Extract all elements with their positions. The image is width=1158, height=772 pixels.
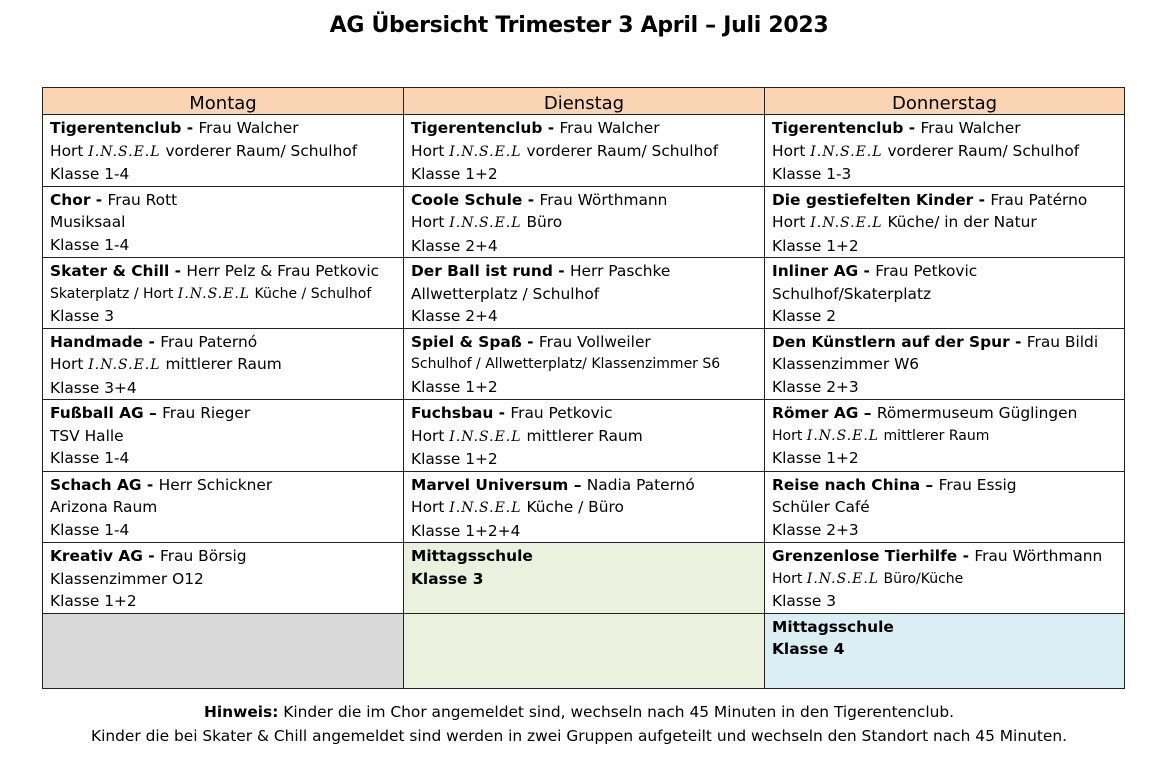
activity-location xyxy=(772,140,1118,164)
location-text: Hort xyxy=(772,213,811,231)
activity-separator: – xyxy=(143,404,163,422)
activity-location xyxy=(772,353,1118,376)
activity-grade: Klasse 1+2+4 xyxy=(411,521,521,540)
activity-title-line xyxy=(50,189,397,212)
activity-teacher: Frau Wörthmann xyxy=(974,547,1103,565)
activity-title-line xyxy=(411,474,758,497)
location-text: Skaterplatz / Hort xyxy=(50,285,178,302)
activity-cell-monday xyxy=(43,258,404,329)
activity-grade: Klasse 2+3 xyxy=(772,520,859,539)
activity-location xyxy=(772,496,1118,519)
activity-separator: - xyxy=(903,119,921,137)
activity-name: Schach AG xyxy=(50,475,142,494)
activity-separator: - xyxy=(552,262,570,280)
activity-grade: Klasse 3 xyxy=(772,592,836,610)
location-text: Hort xyxy=(50,141,89,160)
location-text: Hort xyxy=(772,427,807,444)
activity-cell-thursday xyxy=(765,543,1125,614)
activity-separator: - xyxy=(542,119,560,137)
activity-grade: Klasse 1+2 xyxy=(772,236,859,255)
location-text-rest: Küche / Schulhof xyxy=(250,285,372,302)
insel-logo-text: I.N.S.E.L xyxy=(449,428,522,445)
activity-title-line xyxy=(772,331,1118,354)
location-text-rest: Büro/Küche xyxy=(879,570,964,587)
activity-cell-monday xyxy=(43,471,404,543)
activity-teacher: Frau Rieger xyxy=(162,404,251,422)
activity-separator: - xyxy=(141,475,159,494)
location-text-rest: mittlerer Raum xyxy=(879,427,990,444)
location-text: Hort xyxy=(772,141,811,160)
activity-teacher: Frau Wörthmann xyxy=(539,190,668,209)
activity-grade: Klasse 1+2 xyxy=(50,592,137,610)
activity-cell-monday xyxy=(43,115,404,187)
activity-grade: Klasse 1-4 xyxy=(50,449,130,467)
location-text-rest: vorderer Raum/ Schulhof xyxy=(521,141,719,160)
activity-separator: - xyxy=(973,190,991,209)
empty-cell-tuesday xyxy=(404,613,765,688)
activity-cell-tuesday xyxy=(404,471,765,543)
activity-title-line xyxy=(772,260,1118,283)
activity-cell-tuesday xyxy=(404,258,765,329)
activity-name: Den Künstlern auf der Spur xyxy=(772,332,1010,351)
activity-grade: Klasse 3+4 xyxy=(50,378,137,397)
location-text: Schulhof / Allwetterplatz/ Klassenzimmer S6 xyxy=(411,356,721,372)
activity-location xyxy=(50,568,397,591)
activity-location xyxy=(411,283,758,306)
location-text: TSV Halle xyxy=(50,426,124,445)
schedule-row xyxy=(43,613,1125,688)
activity-title-line xyxy=(50,545,397,568)
location-text-rest: Büro xyxy=(521,213,563,231)
activity-cell-tuesday xyxy=(404,115,765,187)
activity-cell-thursday xyxy=(765,471,1125,543)
activity-name: Tigerentenclub xyxy=(50,119,182,137)
activity-name: Grenzenlose Tierhilfe xyxy=(772,547,958,565)
location-text: Hort xyxy=(50,355,89,373)
activity-title-line xyxy=(50,260,397,283)
activity-teacher: Frau Petkovic xyxy=(875,262,978,280)
location-text: Hort xyxy=(411,426,450,445)
insel-logo-text: I.N.S.E.L xyxy=(810,215,883,231)
activity-teacher: Herr Paschke xyxy=(569,262,671,280)
schedule-row xyxy=(43,258,1125,329)
activity-teacher: Frau Walcher xyxy=(559,119,660,137)
activity-title-line xyxy=(411,117,758,140)
activity-cell-monday xyxy=(43,400,404,472)
activity-cell-tuesday xyxy=(404,328,765,400)
activity-title-line xyxy=(772,402,1118,425)
note-line-1 xyxy=(0,703,1158,721)
activity-title-line xyxy=(772,189,1118,212)
activity-name: Chor xyxy=(50,190,91,209)
activity-cell-monday xyxy=(43,186,404,258)
activity-teacher: Frau Patérno xyxy=(990,190,1088,209)
activity-grade: Klasse 1+2 xyxy=(411,450,498,468)
insel-logo-text: I.N.S.E.L xyxy=(449,215,522,231)
activity-cell-thursday xyxy=(765,186,1125,258)
activity-grade: Klasse 3 xyxy=(411,569,484,588)
activity-name: Reise nach China xyxy=(772,475,921,494)
activity-name: Tigerentenclub xyxy=(772,119,904,137)
insel-logo-text: I.N.S.E.L xyxy=(177,285,251,302)
activity-cell-monday xyxy=(43,328,404,400)
activity-grade: Klasse 1-4 xyxy=(50,235,130,254)
location-text-rest: vorderer Raum/ Schulhof xyxy=(160,141,358,160)
activity-name: Die gestiefelten Kinder xyxy=(772,190,974,209)
mittagsschule-cell xyxy=(404,543,765,614)
activity-name: Inliner AG xyxy=(772,262,859,280)
activity-name: Kreativ AG xyxy=(50,547,143,565)
location-text: Musiksaal xyxy=(50,213,126,231)
activity-separator: - xyxy=(957,547,975,565)
activity-cell-thursday xyxy=(765,115,1125,187)
day-header-monday: Montag xyxy=(43,88,404,115)
activity-teacher: Frau Essig xyxy=(938,475,1017,494)
activity-teacher: Frau Petkovic xyxy=(510,404,613,422)
activity-name: Coole Schule xyxy=(411,190,523,209)
header-row xyxy=(43,88,1125,115)
activity-cell-thursday xyxy=(765,400,1125,472)
activity-title-line xyxy=(772,474,1118,497)
activity-separator: - xyxy=(858,262,876,280)
activity-separator: – xyxy=(858,404,877,422)
schedule-row xyxy=(43,400,1125,472)
activity-name: Tigerentenclub xyxy=(411,119,543,137)
activity-separator: - xyxy=(493,404,511,422)
activity-title-line xyxy=(50,117,397,140)
activity-cell-thursday xyxy=(765,328,1125,400)
activity-grade: Klasse 1+2 xyxy=(772,449,859,467)
activity-teacher: Frau Bildi xyxy=(1026,332,1099,351)
schedule-row xyxy=(43,543,1125,614)
insel-logo-text: I.N.S.E.L xyxy=(449,143,522,160)
activity-location xyxy=(772,283,1118,306)
activity-location xyxy=(411,425,758,449)
activity-grade: Klasse 3 xyxy=(50,307,114,325)
activity-teacher: Herr Schickner xyxy=(158,475,273,494)
activity-location xyxy=(411,211,758,235)
location-text: Klassenzimmer W6 xyxy=(772,355,920,373)
ag-schedule-table xyxy=(42,87,1125,689)
activity-teacher: Frau Vollweiler xyxy=(538,332,651,351)
location-text: Arizona Raum xyxy=(50,498,158,516)
activity-separator: - xyxy=(143,332,161,351)
activity-location xyxy=(411,496,758,520)
note-line-2: Kinder die bei Skater & Chill angemeldet sind werden in zwei Gruppen aufgeteilt und wechseln den Standort nach 45 Minuten. xyxy=(91,727,1067,745)
location-text: Hort xyxy=(411,141,450,160)
location-text: Hort xyxy=(411,213,450,231)
activity-separator: - xyxy=(1009,332,1027,351)
location-text: Hort xyxy=(411,498,450,516)
activity-location xyxy=(411,353,758,376)
location-text: Allwetterplatz / Schulhof xyxy=(411,284,600,303)
activity-separator: - xyxy=(90,190,108,209)
activity-grade: Klasse 1+2 xyxy=(411,377,498,396)
activity-title-line xyxy=(772,117,1118,140)
activity-location xyxy=(50,283,397,306)
activity-name: Handmade xyxy=(50,332,144,351)
location-text-rest: vorderer Raum/ Schulhof xyxy=(882,141,1080,160)
activity-name: Mittagsschule xyxy=(772,617,894,636)
activity-title-line xyxy=(411,402,758,425)
schedule-row xyxy=(43,186,1125,258)
mittagsschule-cell xyxy=(765,613,1125,688)
activity-title-line xyxy=(411,189,758,212)
activity-separator: – xyxy=(568,475,587,494)
insel-logo-text: I.N.S.E.L xyxy=(88,143,161,160)
activity-teacher: Frau Rott xyxy=(107,190,178,209)
activity-separator: - xyxy=(142,547,161,565)
activity-location xyxy=(50,211,397,234)
schedule-row xyxy=(43,328,1125,400)
activity-teacher: Römermuseum Güglingen xyxy=(876,404,1078,422)
activity-name: Fuchsbau xyxy=(411,404,494,422)
schedule-row xyxy=(43,115,1125,187)
activity-title-line xyxy=(772,545,1118,568)
empty-cell-monday xyxy=(43,613,404,688)
location-text-rest: mittlerer Raum xyxy=(160,355,282,373)
activity-location xyxy=(50,425,397,448)
activity-name: Skater & Chill xyxy=(50,262,170,280)
activity-grade: Klasse 2 xyxy=(772,307,836,325)
activity-separator: – xyxy=(920,475,939,494)
location-text: Schulhof/Skaterplatz xyxy=(772,284,932,303)
insel-logo-text: I.N.S.E.L xyxy=(810,143,883,160)
activity-cell-tuesday xyxy=(404,186,765,258)
activity-grade: Klasse 1-4 xyxy=(50,165,130,183)
location-text: Klassenzimmer O12 xyxy=(50,569,204,588)
activity-cell-monday xyxy=(43,543,404,614)
location-text: Schüler Café xyxy=(772,498,870,516)
activity-cell-tuesday xyxy=(404,400,765,472)
day-header-thursday: Donnerstag xyxy=(765,88,1125,115)
location-text-rest: Küche/ in der Natur xyxy=(882,213,1037,231)
activity-teacher: Frau Börsig xyxy=(160,547,247,565)
activity-title-line xyxy=(50,402,397,425)
insel-logo-text: I.N.S.E.L xyxy=(88,357,161,373)
activity-separator: - xyxy=(521,332,539,351)
activity-grade: Klasse 2+3 xyxy=(772,377,859,396)
activity-location xyxy=(772,568,1118,591)
activity-location xyxy=(411,140,758,164)
document-title: AG Übersicht Trimester 3 April – Juli 2023 xyxy=(329,13,829,38)
note-text-1: Kinder die im Chor angemeldet sind, wechseln nach 45 Minuten in den Tigerentenclub. xyxy=(278,703,955,721)
activity-location xyxy=(50,496,397,519)
activity-title-line xyxy=(50,474,397,497)
activity-separator: - xyxy=(181,119,199,137)
activity-teacher: Frau Walcher xyxy=(920,119,1021,137)
activity-grade: Klasse 1-3 xyxy=(772,165,852,183)
activity-name: Mittagsschule xyxy=(411,547,533,565)
location-text-rest: mittlerer Raum xyxy=(521,426,643,445)
activity-name: Spiel & Spaß xyxy=(411,332,522,351)
activity-title-line xyxy=(411,331,758,354)
activity-grade: Klasse 4 xyxy=(772,640,845,658)
activity-cell-thursday xyxy=(765,258,1125,329)
day-header-tuesday: Dienstag xyxy=(404,88,765,115)
location-text-rest: Küche / Büro xyxy=(521,498,624,516)
activity-name: Marvel Universum xyxy=(411,475,569,494)
activity-teacher: Nadia Paternó xyxy=(586,475,695,494)
insel-logo-text: I.N.S.E.L xyxy=(806,427,880,444)
activity-separator: - xyxy=(169,262,187,280)
activity-teacher: Herr Pelz & Frau Petkovic xyxy=(186,262,380,280)
activity-teacher: Frau Paternó xyxy=(160,332,258,351)
activity-grade: Klasse 2+4 xyxy=(411,307,498,325)
activity-separator: - xyxy=(522,190,540,209)
note-label: Hinweis: xyxy=(203,703,279,721)
activity-location xyxy=(50,353,397,377)
location-text: Hort xyxy=(772,570,807,587)
activity-grade: Klasse 1-4 xyxy=(50,520,130,539)
activity-title-line xyxy=(411,260,758,283)
schedule-row xyxy=(43,471,1125,543)
activity-grade: Klasse 2+4 xyxy=(411,236,498,255)
activity-grade: Klasse 1+2 xyxy=(411,165,498,183)
insel-logo-text: I.N.S.E.L xyxy=(806,570,880,587)
activity-name: Fußball AG xyxy=(50,404,144,422)
insel-logo-text: I.N.S.E.L xyxy=(449,500,522,516)
activity-location xyxy=(772,211,1118,235)
activity-title-line xyxy=(50,331,397,354)
activity-location xyxy=(772,425,1118,448)
activity-name: Römer AG xyxy=(772,404,859,422)
activity-name: Der Ball ist rund xyxy=(411,262,553,280)
activity-teacher: Frau Walcher xyxy=(198,119,299,137)
activity-location xyxy=(50,140,397,164)
